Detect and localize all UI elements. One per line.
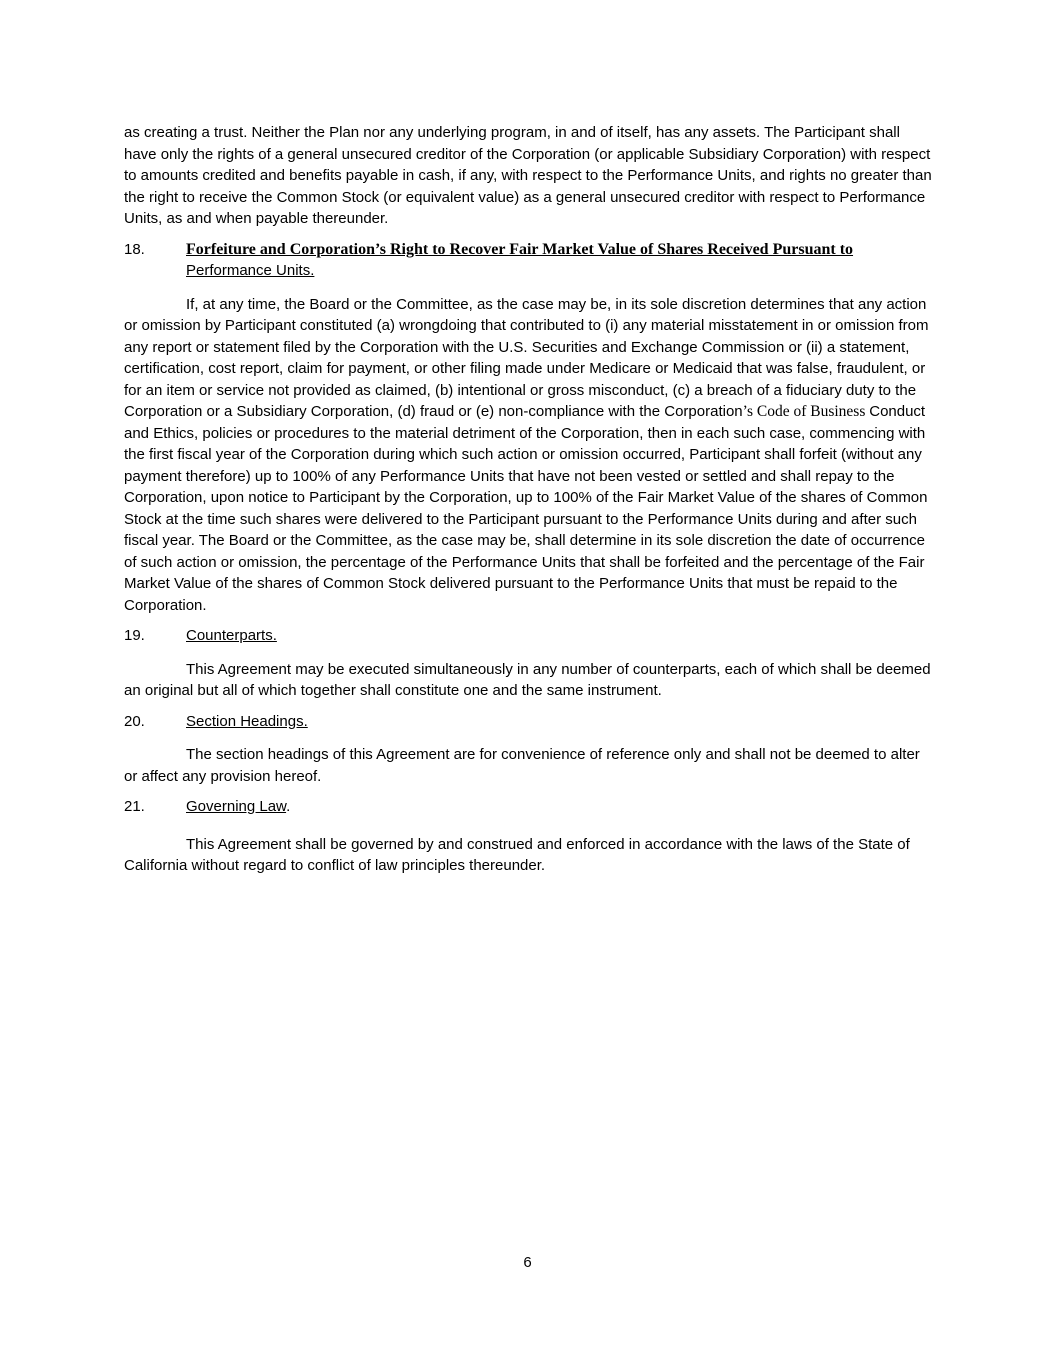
section-21-heading bbox=[124, 796, 932, 818]
section-18-heading-line2: Performance Units. bbox=[186, 262, 315, 279]
section-20-heading bbox=[124, 711, 932, 733]
section-18-number: 18. bbox=[124, 240, 145, 258]
section-21-body: This Agreement shall be governed by and construed and enforced in accordance with the laws of the State of California without regard to conflict of law principles thereunder. bbox=[124, 835, 910, 874]
section-18-body-serif-fragment: ’s Code of Business bbox=[742, 403, 870, 420]
page-number: 6 bbox=[523, 1254, 532, 1271]
section-20-body: The section headings of this Agreement are for convenience of reference only and shall not be deemed to alter or affect any provision hereof. bbox=[124, 746, 920, 785]
section-18-heading-text bbox=[186, 241, 853, 280]
section-18-heading-line1: Forfeiture and Corporation’s Right to Recover Fair Market Value of Shares Received Pursuant to bbox=[186, 240, 854, 258]
section-19-heading bbox=[124, 625, 932, 647]
section-21-heading-period: . bbox=[286, 798, 291, 815]
section-21-number: 21. bbox=[124, 798, 145, 815]
section-19-heading-text: Counterparts. bbox=[186, 627, 277, 644]
section-21-heading-text: Governing Law bbox=[186, 798, 287, 815]
section-18-body-part1: If, at any time, the Board or the Committee, as the case may be, in its sole discretion determines that any action or omission by Participant constituted (a) wrongdoing that contributed to (i) any material misstatement in or omission from any report or statement filed by the Corporation with the U.S. Securities and Exchange Commission or (ii) a statement, certification, cost report, claim for payment, or other filing made under Medicare or Medicaid that was false, fraudulent, or for an item or service not provided as claimed, (b) intentional or gross misconduct, (c) a breach of a fiduciary duty to the Corporation or a Subsidiary Corporation, (d) fraud or (e) non-compliance with the Corporation bbox=[124, 295, 929, 420]
section-21-heading-wrap bbox=[186, 798, 290, 815]
section-18-body bbox=[124, 294, 932, 617]
document-content bbox=[124, 122, 932, 886]
continuation-paragraph: as creating a trust. Neither the Plan nor any underlying program, in and of itself, has any assets. The Participant shall have only the rights of a general unsecured creditor of the Corporation (or applicable Subsidiary Corporation) with respect to amounts credited and benefits payable in cash, if any, with respect to the Performance Units, and rights no greater than the right to receive the Common Stock (or equivalent value) as a general unsecured creditor with respect to Performance Units, as and when payable thereunder. bbox=[124, 124, 932, 227]
section-20-heading-text: Section Headings. bbox=[186, 712, 308, 730]
section-20-number: 20. bbox=[124, 712, 145, 730]
section-19-body: This Agreement may be executed simultaneously in any number of counterparts, each of which shall be deemed an original but all of which together shall constitute one and the same instrument. bbox=[124, 660, 931, 699]
section-18-heading bbox=[124, 239, 932, 282]
section-18-body-part2: Conduct and Ethics, policies or procedures to the material detriment of the Corporation, then in each such case, commencing with the first fiscal year of the Corporation during which such action or omission occurred, Participant shall forfeit (without any payment therefore) up to 100% of any Performance Units that have not been vested or settled and shall repay to the Corporation, upon notice to Participant by the Corporation, up to 100% of the Fair Market Value of the shares of Common Stock at the time such shares were delivered to the Participant pursuant to the Performance Units during and after such fiscal year. The Board or the Committee, as the case may be, shall determine in its sole discretion the date of occurrence of such action or omission, the percentage of the Performance Units that shall be forfeited and the percentage of the Fair Market Value of the shares of Common Stock delivered pursuant to the Performance Units that must be repaid to the Corporation. bbox=[124, 403, 928, 614]
section-19-number: 19. bbox=[124, 627, 145, 644]
